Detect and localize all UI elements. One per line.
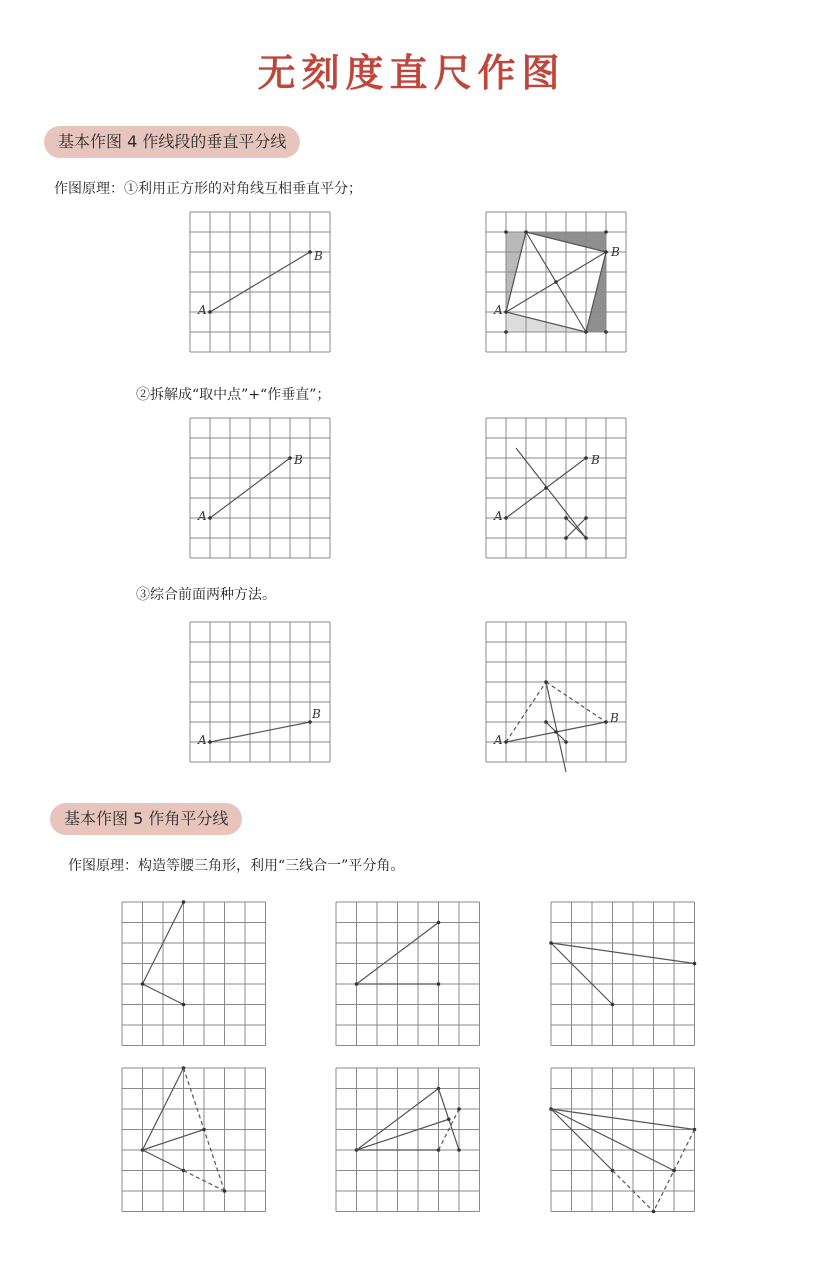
point [524, 230, 528, 234]
angle-point [437, 921, 441, 925]
label-a: A [198, 509, 207, 523]
point [504, 330, 508, 334]
point [447, 1117, 451, 1121]
label-a: A [494, 733, 503, 747]
angle-point [182, 1003, 186, 1007]
label-a: A [494, 303, 503, 317]
point [223, 1189, 227, 1193]
point [604, 250, 608, 254]
label-b: B [610, 711, 619, 725]
point [457, 1107, 461, 1111]
segment-ab [210, 252, 310, 312]
page-title: 无刻度直尺作图 [257, 51, 566, 95]
label-a: A [198, 303, 207, 317]
figure-5-angle-3-bisected [551, 1068, 696, 1213]
figure-4-1-original [190, 212, 330, 354]
section-4-step-3: ③综合前面两种方法。 [136, 587, 276, 603]
angle-point [141, 982, 145, 986]
segment-ab [210, 722, 310, 742]
section-4-principle: 作图原理：①利用正方形的对角线互相垂直平分； [54, 181, 362, 197]
point [604, 330, 608, 334]
point [604, 720, 608, 724]
bisector-line [357, 1119, 449, 1150]
point [544, 680, 548, 684]
point [584, 456, 588, 460]
angle-point [693, 962, 697, 966]
section-5-principle: 作图原理：构造等腰三角形，利用“三线合一”平分角。 [68, 858, 405, 874]
figure-5-angle-1-bisected [122, 1068, 267, 1213]
point [544, 486, 548, 490]
point [202, 1128, 206, 1132]
figure-5-angle-3 [551, 902, 696, 1047]
figure-5-angle-2 [336, 902, 481, 1047]
figure-4-3-combined-construction [486, 622, 628, 774]
point [672, 1169, 676, 1173]
section-4-heading: 基本作图 4 作线段的垂直平分线 [44, 126, 300, 158]
bisector-line [546, 682, 566, 772]
section-5-heading: 基本作图 5 作角平分线 [50, 803, 242, 835]
label-b: B [314, 249, 323, 263]
label-a: A [494, 509, 503, 523]
angle-point [549, 941, 553, 945]
point-b [308, 250, 312, 254]
point [564, 536, 568, 540]
point-a [208, 516, 212, 520]
figure-4-3-original [190, 622, 332, 764]
label-b: B [611, 245, 620, 259]
label-b: B [591, 453, 600, 467]
point [604, 230, 608, 234]
point-a [208, 310, 212, 314]
point [554, 280, 558, 284]
point [504, 516, 508, 520]
angle-point [182, 900, 186, 904]
point [504, 310, 508, 314]
point [652, 1210, 656, 1214]
angle-point [355, 982, 359, 986]
point [584, 536, 588, 540]
angle-point [611, 1003, 615, 1007]
figure-5-angle-2-bisected [336, 1068, 481, 1213]
label-a: A [198, 733, 207, 747]
angle-side [551, 1109, 613, 1171]
point [564, 516, 568, 520]
figure-4-2-original [190, 418, 332, 560]
point-a [208, 740, 212, 744]
label-b: B [312, 707, 321, 721]
point [504, 740, 508, 744]
point [564, 740, 568, 744]
label-b: B [294, 453, 303, 467]
point-b [288, 456, 292, 460]
figure-4-1-square-construction [486, 212, 628, 354]
angle-point [437, 982, 441, 986]
figure-5-angle-1 [122, 902, 267, 1047]
figure-4-2-midpoint-perpendicular [486, 418, 628, 560]
point [554, 730, 558, 734]
point [544, 720, 548, 724]
point [584, 516, 588, 520]
angle-side [551, 943, 613, 1005]
point [504, 230, 508, 234]
point [457, 1148, 461, 1152]
point [584, 330, 588, 334]
section-4-step-2: ②拆解成“取中点”+“作垂直”； [136, 387, 331, 403]
angle-side [551, 943, 695, 964]
